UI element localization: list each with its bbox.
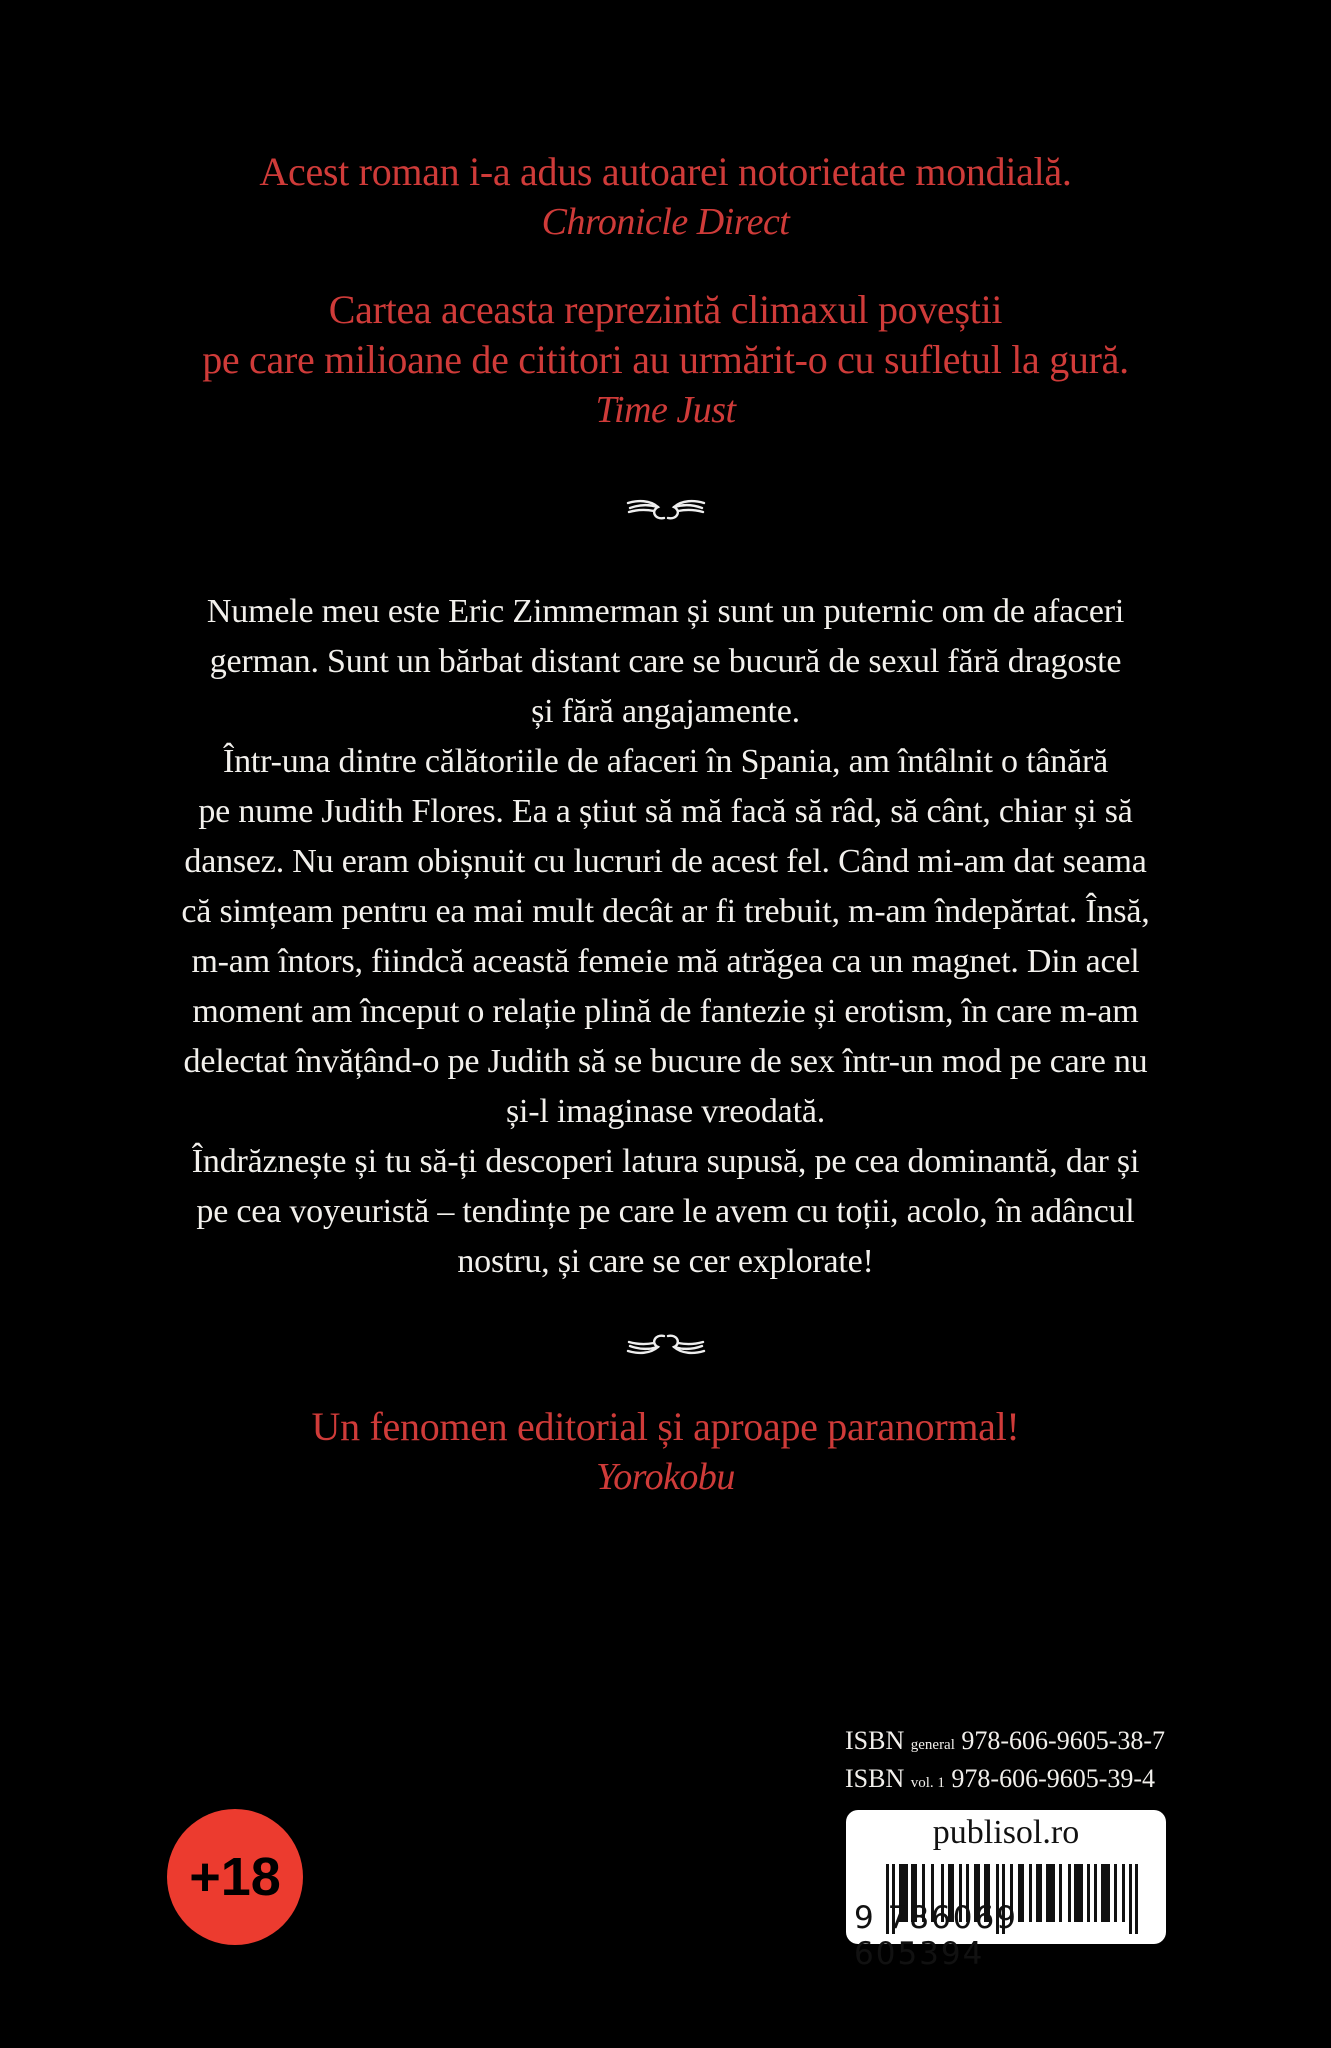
blurb-line: pe cea voyeuristă – tendințe pe care le avem cu toții, acolo, în adâncul: [196, 1193, 1135, 1230]
flourish-ornament-icon: [0, 494, 1331, 524]
isbn-value: 978-606-9605-39-4: [951, 1764, 1156, 1793]
blurb-line: german. Sunt un bărbat distant care se bucură de sexul fără dragoste: [209, 643, 1122, 680]
review-2-quote-line-2: pe care milioane de cititori au urmărit-o cu sufletul la gură.: [202, 337, 1129, 382]
age-rating-badge: +18: [167, 1809, 303, 1945]
review-1-quote: Acest roman i-a adus autoarei notorietate mondială.: [259, 149, 1072, 194]
blurb-line: Într-una dintre călătoriile de afaceri în Spania, am întâlnit o tânără: [223, 743, 1108, 780]
flourish-ornament-icon: [0, 1330, 1331, 1360]
blurb-line: Numele meu este Eric Zimmerman și sunt un puternic om de afaceri: [206, 593, 1125, 630]
blurb-line: moment am început o relație plină de fantezie și erotism, în care m-am: [192, 993, 1139, 1030]
blurb-line: și-l imaginase vreodată.: [505, 1093, 826, 1130]
blurb-line: pe nume Judith Flores. Ea a știut să mă facă să râd, să cânt, chiar și să: [198, 793, 1133, 830]
review-2-quote-line-1: Cartea aceasta reprezintă climaxul poveștii: [328, 287, 1003, 332]
review-2-source: Time Just: [595, 389, 736, 431]
isbn-label: ISBN: [845, 1726, 905, 1755]
barcode-digits: 9 786069 605394: [854, 1900, 1018, 1972]
blurb-line: delectat învățând-o pe Judith să se bucure de sex într-un mod pe care nu: [183, 1043, 1148, 1080]
blurb-line: că simțeam pentru ea mai mult decât ar fi trebuit, m-am îndepărtat. Însă,: [181, 893, 1150, 930]
isbn-value: 978-606-9605-38-7: [961, 1726, 1166, 1755]
isbn-qualifier: general: [910, 1737, 955, 1753]
isbn-vol-1: [845, 1762, 1155, 1800]
isbn-label: ISBN: [845, 1764, 905, 1793]
isbn-qualifier: vol. 1: [910, 1775, 945, 1791]
review-3-quote: Un fenomen editorial și aproape paranormal!: [311, 1404, 1020, 1449]
barcode-label: [846, 1810, 1166, 1972]
blurb-line: m-am întors, fiindcă această femeie mă atrăgea ca un magnet. Din acel: [191, 943, 1140, 980]
publisher-website: publisol.ro: [932, 1814, 1080, 1851]
review-3-source: Yorokobu: [596, 1456, 735, 1498]
blurb-line: Îndrăznește și tu să-ți descoperi latura supusă, pe cea dominantă, dar și: [191, 1143, 1140, 1180]
blurb-line: dansez. Nu eram obișnuit cu lucruri de acest fel. Când mi-am dat seama: [184, 843, 1147, 880]
isbn-general: [845, 1724, 1165, 1762]
blurb-line: și fără angajamente.: [531, 693, 800, 730]
review-1-source: Chronicle Direct: [541, 201, 790, 243]
blurb-line: nostru, și care se cer explorate!: [457, 1243, 874, 1280]
